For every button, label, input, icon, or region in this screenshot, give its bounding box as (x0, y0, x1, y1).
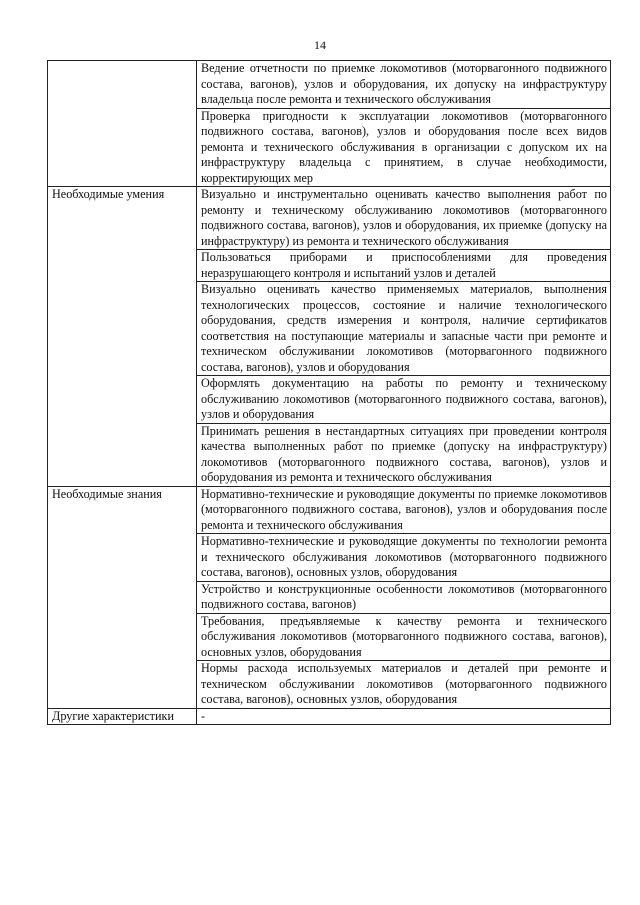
table-cell: Нормативно-технические и руководящие документы по приемке локомотивов (моторвагонного подвижного состава, вагонов), узлов и оборудования после ремонта и технического обслуживания (197, 486, 611, 534)
table-row (48, 61, 611, 109)
table-row (48, 708, 611, 725)
table-row (48, 187, 611, 250)
row-label-skills: Необходимые умения (48, 187, 197, 487)
table-cell: Пользоваться приборами и приспособлениями для проведения неразрушающего контроля и испытаний узлов и деталей (197, 250, 611, 282)
table-cell: Нормы расхода используемых материалов и деталей при ремонте и техническом обслуживании локомотивов (моторвагонного подвижного состава, вагонов), основных узлов, оборудования (197, 661, 611, 709)
row-label-knowledge: Необходимые знания (48, 486, 197, 708)
table-cell: Устройство и конструкционные особенности локомотивов (моторвагонного подвижного состава, вагонов) (197, 581, 611, 613)
table-cell: Оформлять документацию на работы по ремонту и техническому обслуживанию локомотивов (моторвагонного подвижного состава, вагонов), узлов и оборудования (197, 376, 611, 424)
table-cell: Проверка пригодности к эксплуатации локомотивов (моторвагонного подвижного состава, вагонов), узлов и оборудования после всех видов ремонта и технического обслуживания в организации с допуском их на инфраструктуру владельца с принятием, в случае необходимости, корректирующих мер (197, 108, 611, 187)
table-cell: - (197, 708, 611, 725)
table-cell: Ведение отчетности по приемке локомотивов (моторвагонного подвижного состава, вагонов), узлов и оборудования, их допуску на инфраструктуру владельца после ремонта и технического обслуживания (197, 61, 611, 109)
table-row (48, 486, 611, 534)
table-cell: Нормативно-технические и руководящие документы по технологии ремонта и технического обслуживания локомотивов (моторвагонного подвижного состава, вагонов), основных узлов, оборудования (197, 534, 611, 582)
table-cell: Требования, предъявляемые к качеству ремонта и технического обслуживания локомотивов (моторвагонного подвижного состава, вагонов), основных узлов, оборудования (197, 613, 611, 661)
table-cell: Визуально оценивать качество применяемых материалов, выполнения технологических процессов, состояние и наличие технологического оборудования, средств измерения и контроля, наличие сертификатов соответствия на поступающие материалы и запасные части при ремонте и техническом обслуживании локомотивов (моторвагонного подвижного состава, вагонов), узлов и оборудования (197, 282, 611, 376)
table-cell: Принимать решения в нестандартных ситуациях при проведении контроля качества выполненных работ по приемке (допуску на инфраструктуру) локомотивов (моторвагонного подвижного состава, вагонов), узлов и оборудования из ремонта и технического обслуживания (197, 423, 611, 486)
row-label (48, 61, 197, 187)
page-number: 14 (314, 38, 326, 52)
row-label-other: Другие характеристики (48, 708, 197, 725)
characteristics-table (47, 60, 611, 725)
table-cell: Визуально и инструментально оценивать качество выполнения работ по ремонту и техническому обслуживанию локомотивов (моторвагонного подвижного состава, вагонов), узлов и оборудования, их приемке (допуску на инфраструктуру) из ремонта и технического обслуживания (197, 187, 611, 250)
